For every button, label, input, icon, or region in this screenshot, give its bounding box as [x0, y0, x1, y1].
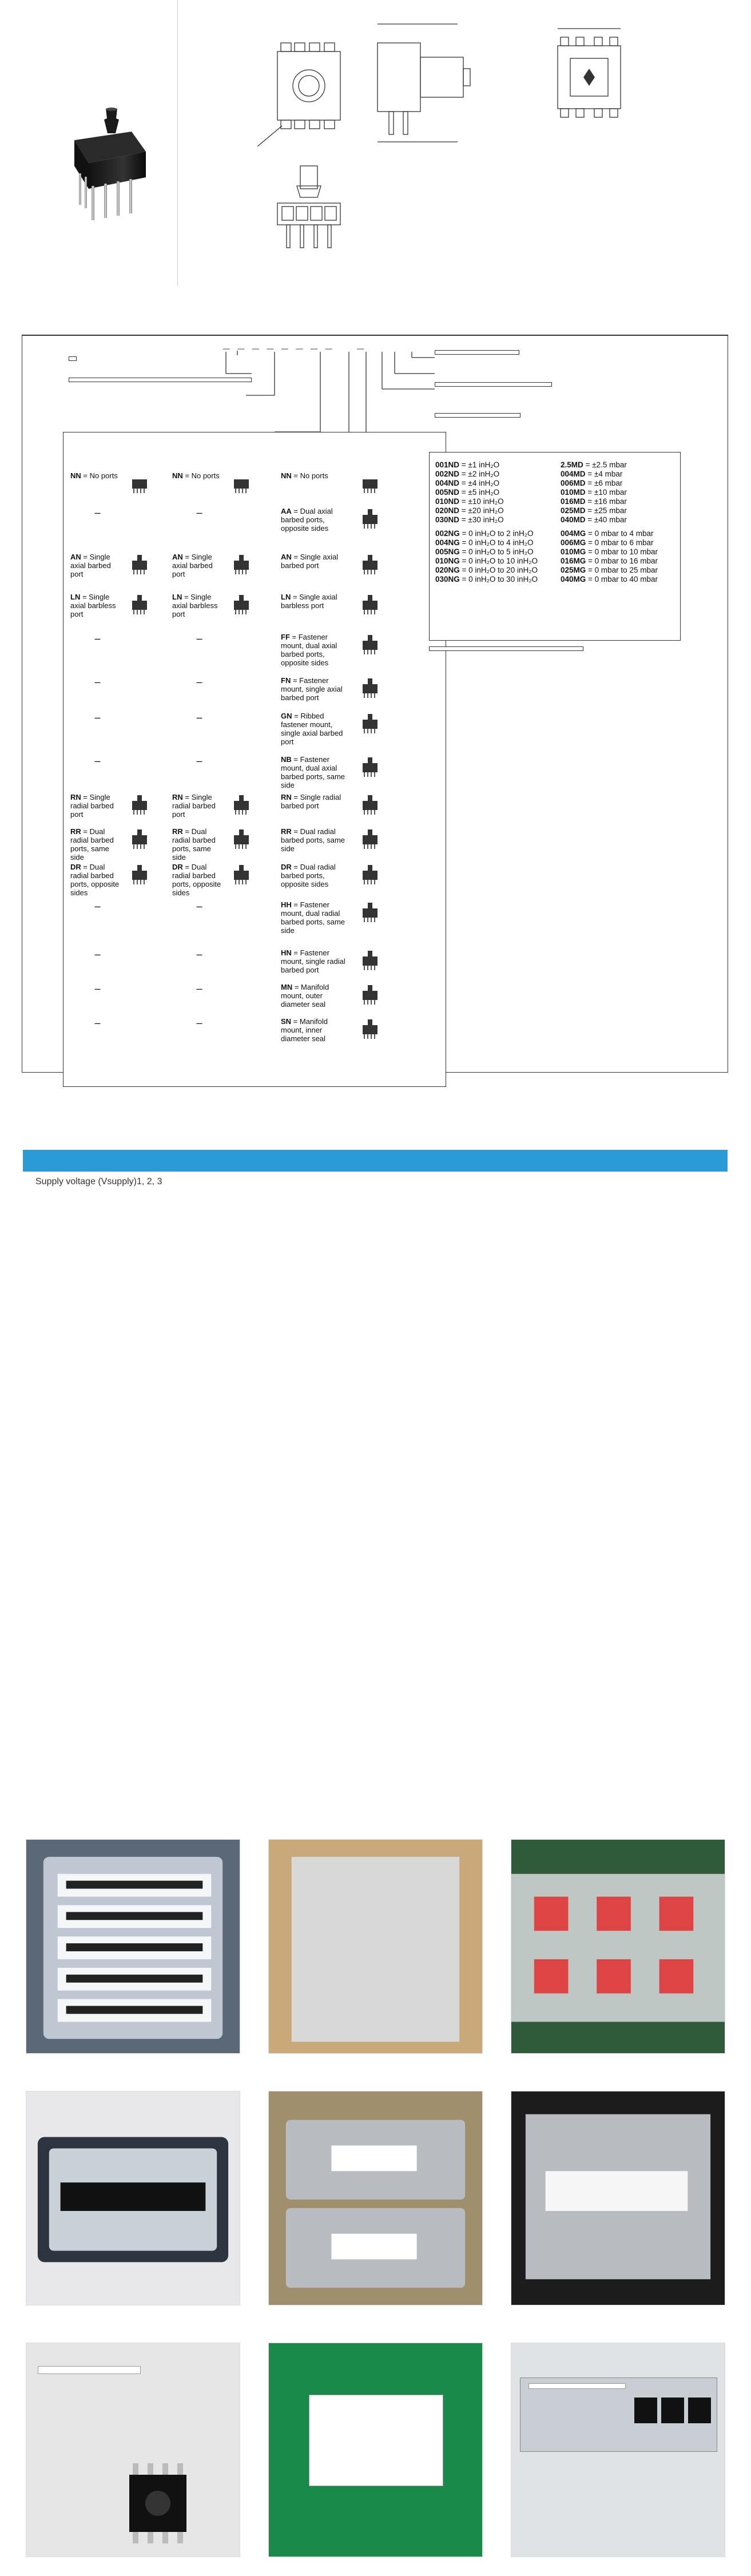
- pp-cell-smt: [172, 507, 227, 519]
- pp-cell-smt: [172, 863, 227, 897]
- pp-dash: –: [196, 948, 202, 960]
- package-variant-icon: [358, 983, 382, 1007]
- output-type-box: [435, 413, 520, 418]
- pp-cell-smt: [172, 755, 227, 767]
- pp-cell-text: RN = Single radial barbed port: [281, 793, 341, 810]
- barbed-port: [104, 109, 119, 133]
- pp-cell-dip: [70, 507, 125, 519]
- p7-sensor: [112, 2458, 204, 2549]
- photo-3-reel: [511, 1839, 725, 2054]
- pp-cell-text: LN = Single axial barbless port: [281, 593, 337, 610]
- pr-item: 010MD = ±10 mbar: [561, 488, 627, 497]
- pp-cell-text: NN = No ports: [281, 471, 328, 480]
- photo-8-label: [268, 2343, 483, 2557]
- pp-cell-smt: [172, 1017, 227, 1029]
- pp-cell-text: LN = Single axial barbless port: [172, 593, 218, 618]
- photo-6-bag-label: [511, 2091, 725, 2305]
- pp-dash: –: [196, 983, 202, 994]
- package-variant-icon: [229, 793, 253, 817]
- pp-row: [63, 946, 447, 981]
- top-view: [558, 29, 621, 117]
- package-variant-icon: [229, 553, 253, 577]
- pp-cell-smt: [172, 948, 227, 960]
- package-variant-icon: [358, 900, 382, 924]
- pp-cell-sip: [281, 507, 349, 533]
- pp-dash: –: [196, 755, 202, 767]
- pp-row: [63, 825, 447, 860]
- pr-item: 006MD = ±6 mbar: [561, 479, 623, 487]
- pp-dash: –: [94, 983, 101, 994]
- pr-item: 004NG = 0 inH₂O to 4 inH₂O: [435, 538, 534, 547]
- pp-row: [63, 505, 447, 550]
- pp-row: [63, 590, 447, 630]
- table-cell: [292, 1172, 400, 1192]
- pp-cell-sip: [281, 712, 349, 746]
- package-variant-icon: [128, 593, 152, 617]
- pp-row: [63, 630, 447, 674]
- pp-dash: –: [94, 633, 101, 644]
- table6-body: [23, 1172, 728, 1192]
- photo-1-tray-bag: [26, 1839, 240, 2054]
- package-variant-icon: [358, 676, 382, 700]
- pr-item: 030ND = ±30 inH₂O: [435, 515, 504, 524]
- pp-cell-text: HH = Fastener mount, dual radial barbed ports, same side: [281, 900, 345, 935]
- package-variant-icon: [358, 633, 382, 657]
- pp-cell-text: HN = Fastener mount, single radial barbed port: [281, 948, 345, 974]
- pr-item: 2.5MD = ±2.5 mbar: [561, 461, 627, 469]
- sensor-photo: [51, 106, 154, 226]
- pp-cell-text: RR = Dual radial barbed ports, same side: [172, 827, 216, 862]
- pp-cell-smt: [172, 827, 227, 862]
- pr-item: 010ND = ±10 inH₂O: [435, 497, 504, 506]
- pr-item: 040MG = 0 mbar to 40 mbar: [561, 575, 658, 584]
- package-variant-icon: [358, 593, 382, 617]
- divider: [177, 0, 178, 286]
- pr-item: 004ND = ±4 inH₂O: [435, 479, 500, 487]
- pp-dash: –: [94, 755, 101, 767]
- pp-cell-sip: [281, 676, 349, 702]
- pp-dash: –: [94, 1017, 101, 1029]
- package-variant-icon: [358, 1017, 382, 1041]
- pp-dash: –: [196, 900, 202, 912]
- package-box: [69, 378, 252, 382]
- pp-row: [63, 1015, 447, 1048]
- pp-dash: –: [196, 1017, 202, 1029]
- package-variant-icon: [358, 507, 382, 531]
- p9-sensors: [631, 2386, 712, 2443]
- pp-row: [63, 674, 447, 709]
- pp-cell-text: SN = Manifold mount, inner diameter seal: [281, 1017, 328, 1043]
- pp-cell-dip: [70, 948, 125, 960]
- pp-cell-text: RN = Single radial barbed port: [172, 793, 216, 819]
- pp-cell-smt: [172, 793, 227, 819]
- pr-item: 016MD = ±16 mbar: [561, 497, 627, 506]
- pp-cell-dip: [70, 900, 125, 912]
- package-variant-icon: [229, 593, 253, 617]
- order-code: [212, 338, 366, 351]
- pp-cell-text: LN = Single axial barbless port: [70, 593, 116, 618]
- pressure-port-title: [63, 432, 446, 439]
- pp-cell-dip: [70, 712, 125, 724]
- pp-cell-sip: [281, 1017, 349, 1043]
- pp-cell-dip: [70, 827, 125, 862]
- pr-item: 005ND = ±5 inH₂O: [435, 488, 500, 497]
- pp-cell-sip: [281, 633, 349, 667]
- pp-cell-text: AN = Single axial barbed port: [70, 553, 111, 578]
- series-box: [69, 356, 77, 361]
- pp-cell-sip: [281, 471, 349, 480]
- pp-dash: –: [94, 900, 101, 912]
- pp-row: [63, 469, 447, 505]
- pp-dash: –: [196, 507, 202, 518]
- pp-cell-dip: [70, 1017, 125, 1029]
- th-characteristic: [23, 1150, 292, 1172]
- pp-cell-text: NN = No ports: [172, 471, 220, 480]
- pp-cell-dip: [70, 553, 125, 578]
- package-variant-icon: [128, 827, 152, 851]
- pp-cell-smt: [172, 676, 227, 688]
- pp-row: [63, 550, 447, 590]
- pp-cell-sip: [281, 593, 349, 610]
- pp-cell-text: NB = Fastener mount, dual axial barbed ports, same side: [281, 755, 345, 789]
- bottom-view: [277, 166, 340, 248]
- pp-cell-dip: [70, 471, 125, 480]
- pp-cell-sip: [281, 948, 349, 974]
- pp-dash: –: [196, 676, 202, 688]
- pr-item: 005NG = 0 inH₂O to 5 inH₂O: [435, 547, 534, 556]
- pp-cell-dip: [70, 633, 125, 645]
- mechanical-drawing: [237, 11, 741, 286]
- pp-cell-sip: [281, 755, 349, 789]
- pp-cell-smt: [172, 471, 227, 480]
- package-variant-icon: [229, 827, 253, 851]
- pr-diff-left: [435, 461, 549, 525]
- pp-dash: –: [94, 676, 101, 688]
- pr-diff-right: [561, 461, 674, 525]
- package-variant-icon: [358, 755, 382, 779]
- package-variant-icon: [358, 553, 382, 577]
- package-variant-icon: [128, 793, 152, 817]
- pp-cell-dip: [70, 755, 125, 767]
- pp-cell-dip: [70, 593, 125, 618]
- pp-cell-text: FF = Fastener mount, dual axial barbed ports, opposite sides: [281, 633, 337, 667]
- front-view: [257, 43, 340, 146]
- pp-cell-smt: [172, 633, 227, 645]
- package-variant-icon: [358, 863, 382, 887]
- pp-cell-smt: [172, 593, 227, 618]
- photo-7-label-sensor: [26, 2343, 240, 2557]
- pp-row: [63, 981, 447, 1015]
- pp-cell-text: AN = Single axial barbed port: [281, 553, 339, 570]
- code-blanks-end: _: [357, 338, 366, 351]
- package-variant-icon: [229, 471, 253, 495]
- pp-cell-text: DR = Dual radial barbed ports, opposite sides: [70, 863, 120, 897]
- pp-cell-sip: [281, 900, 349, 935]
- table-row: [23, 1172, 728, 1192]
- pr-gage-right: [561, 529, 674, 584]
- photo-5-bags: [268, 2091, 483, 2305]
- pr-gage-left: [435, 529, 549, 584]
- pp-row: [63, 709, 447, 753]
- table-cell: Supply voltage (Vsupply)1, 2, 3: [23, 1172, 292, 1192]
- pp-cell-text: DR = Dual radial barbed ports, opposite sides: [281, 863, 336, 888]
- pp-cell-smt: [172, 983, 227, 995]
- pp-cell-sip: [281, 827, 349, 853]
- pp-cell-text: RR = Dual radial barbed ports, same side: [70, 827, 114, 862]
- pr-item: 001ND = ±1 inH₂O: [435, 461, 500, 469]
- pp-row: [63, 791, 447, 825]
- pressure-range-box: [429, 452, 681, 641]
- package-variant-icon: [358, 948, 382, 973]
- pp-cell-text: GN = Ribbed fastener mount, single axial barbed port: [281, 712, 343, 746]
- pp-cell-smt: [172, 712, 227, 724]
- pp-cell-dip: [70, 793, 125, 819]
- pr-item: 020NG = 0 inH₂O to 20 inH₂O: [435, 566, 538, 574]
- pr-item: 004MD = ±4 mbar: [561, 470, 623, 478]
- package-variant-icon: [358, 793, 382, 817]
- pr-item: 010NG = 0 inH₂O to 10 inH₂O: [435, 557, 538, 565]
- pp-cell-text: DR = Dual radial barbed ports, opposite sides: [172, 863, 221, 897]
- pp-cell-text: MN = Manifold mount, outer diameter seal: [281, 983, 329, 1009]
- pr-item: 002ND = ±2 inH₂O: [435, 470, 500, 478]
- pp-dash: –: [94, 712, 101, 723]
- pr-item: 030NG = 0 inH₂O to 30 inH₂O: [435, 575, 538, 584]
- pr-item: 040MD = ±40 mbar: [561, 515, 627, 524]
- pr-item: 010MG = 0 mbar to 10 mbar: [561, 547, 658, 556]
- pp-cell-text: AA = Dual axial barbed ports, opposite sides: [281, 507, 333, 533]
- pp-cell-smt: [172, 900, 227, 912]
- pp-cell-dip: [70, 863, 125, 897]
- pp-cell-dip: [70, 676, 125, 688]
- pp-cell-sip: [281, 553, 349, 570]
- side-view: [378, 24, 470, 142]
- photo-2-box-pallets: [268, 1839, 483, 2054]
- pp-cell-sip: [281, 793, 349, 810]
- table-cell: [509, 1172, 618, 1192]
- pr-item: 025MD = ±25 mbar: [561, 506, 627, 515]
- pp-row: [63, 860, 447, 898]
- th-max: [509, 1150, 618, 1172]
- pp-cell-smt: [172, 553, 227, 578]
- code-blanks: _ _ _ _ _ _ _ _: [223, 338, 335, 351]
- table6: [23, 1150, 728, 1192]
- options-box: [429, 646, 583, 651]
- pp-cell-sip: [281, 983, 349, 1009]
- package-variant-icon: [358, 471, 382, 495]
- package-variant-icon: [358, 712, 382, 736]
- pp-cell-text: RR = Dual radial barbed ports, same side: [281, 827, 345, 853]
- package-variant-icon: [128, 863, 152, 887]
- package-variant-icon: [128, 553, 152, 577]
- pp-row: [63, 898, 447, 946]
- pp-dash: –: [94, 948, 101, 960]
- pr-item: 016MG = 0 mbar to 16 mbar: [561, 557, 658, 565]
- th-unit: [618, 1150, 728, 1172]
- pp-cell-text: AN = Single axial barbed port: [172, 553, 213, 578]
- pressure-port-box: [63, 432, 446, 1087]
- pp-dash: –: [196, 633, 202, 644]
- pr-item: 020ND = ±20 inH₂O: [435, 506, 504, 515]
- package-variant-icon: [229, 863, 253, 887]
- pr-item: 004MG = 0 mbar to 4 mbar: [561, 529, 654, 538]
- photo-4-bag: [26, 2091, 240, 2305]
- pr-item: 025MG = 0 mbar to 25 mbar: [561, 566, 658, 574]
- package-variant-icon: [128, 471, 152, 495]
- package-variant-icon: [358, 827, 382, 851]
- th-typ: [400, 1150, 509, 1172]
- pp-cell-text: RN = Single radial barbed port: [70, 793, 114, 819]
- pp-cell-sip: [281, 863, 349, 888]
- table-cell: [400, 1172, 509, 1192]
- table-cell: [618, 1172, 728, 1192]
- pp-cell-text: NN = No ports: [70, 471, 118, 480]
- supply-voltage-box: [435, 350, 519, 355]
- pp-row: [63, 753, 447, 791]
- pr-item: 002NG = 0 inH₂O to 2 inH₂O: [435, 529, 534, 538]
- pr-item: 006MG = 0 mbar to 6 mbar: [561, 538, 654, 547]
- pp-cell-text: FN = Fastener mount, single axial barbed port: [281, 676, 343, 702]
- pp-dash: –: [196, 712, 202, 723]
- transfer-function-box: [435, 382, 552, 387]
- th-min: [292, 1150, 400, 1172]
- pp-dash: –: [94, 507, 101, 518]
- pp-cell-dip: [70, 983, 125, 995]
- photo-9-tube-label: [511, 2343, 725, 2557]
